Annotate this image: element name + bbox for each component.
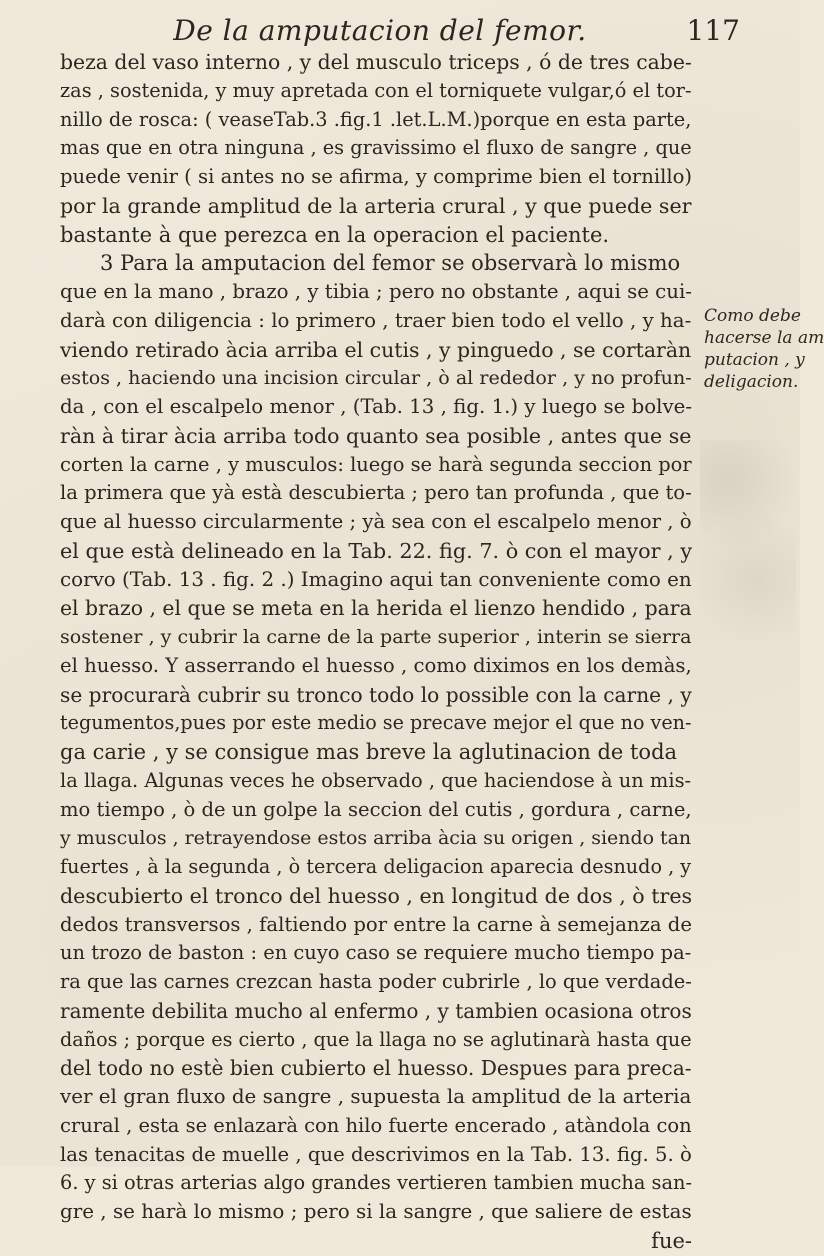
text-line: se procurarà cubrir su tronco todo lo possible con la carne , y [60, 682, 692, 707]
text-line: dedos transversos , faltiendo por entre la carne à semejanza de [60, 912, 692, 936]
text-line: y musculos , retrayendose estos arriba àcia su origen , siendo tan [60, 827, 692, 850]
margin-note-line: hacerse la am [704, 328, 824, 348]
text-line: puede venir ( si antes no se afirma, y comprime bien el tornillo) [60, 165, 693, 188]
text-line: tegumentos,pues por este medio se precave mejor el que no ven- [60, 711, 692, 735]
text-line: el que està delineado en la Tab. 22. fig. 7. ò con el mayor , y [60, 538, 693, 563]
text-line: que en la mano , brazo , y tibia ; pero no obstante , aqui se cui- [60, 280, 692, 303]
text-line: gre , se harà lo mismo ; pero si la sangre , que saliere de estas [60, 1200, 692, 1223]
text-line: sostener , y cubrir la carne de la parte superior , interin se sierra [60, 626, 692, 648]
text-line: las tenacitas de muelle , que descrivimos en la Tab. 13. fig. 5. ò [60, 1142, 692, 1166]
page-number: 117 [686, 14, 740, 47]
text-line: bastante à que perezca en la operacion el paciente. [60, 222, 610, 247]
text-line: ver el gran fluxo de sangre , supuesta la amplitud de la arteria [60, 1085, 692, 1108]
text-line: descubierto el tronco del huesso , en longitud de dos , ò tres [60, 883, 693, 908]
running-head: De la amputacion del femor. [173, 14, 587, 47]
margin-note-line: putacion , y [704, 350, 805, 370]
text-line: corten la carne , y musculos: luego se harà segunda seccion por [60, 452, 692, 476]
text-line: darà con diligencia : lo primero , traer bien todo el vello , y ha- [60, 308, 692, 332]
page-header [100, 12, 740, 52]
text-line: ràn à tirar àcia arriba todo quanto sea posible , antes que se [60, 423, 692, 448]
text-line: 3 Para la amputacion del femor se observarà lo mismo [100, 251, 681, 276]
text-line: ga carie , y se consigue mas breve la aglutinacion de toda [60, 740, 678, 764]
ink-bleed-through [700, 440, 796, 640]
text-line: zas , sostenida, y muy apretada con el torniquete vulgar,ó el tor- [60, 78, 692, 102]
text-line: da , con el escalpelo menor , (Tab. 13 , fig. 1.) y luego se bolve- [60, 395, 692, 418]
text-line: la llaga. Algunas veces he observado , que haciendose à un mis- [60, 768, 692, 792]
text-line: el brazo , el que se meta en la herida el lienzo hendido , para [60, 596, 692, 621]
margin-note-line: deligacion. [704, 372, 799, 392]
text-line: fuertes , à la segunda , ò tercera deligacion aparecia desnudo , y [60, 855, 692, 878]
text-line: que al huesso circularmente ; yà sea con el escalpelo menor , ò [60, 510, 692, 533]
text-line: daños ; porque es cierto , que la llaga no se aglutinarà hasta que [60, 1027, 692, 1051]
text-line: el huesso. Y asserrando el huesso , como diximos en los demàs, [60, 653, 692, 677]
text-line: la primera que yà està descubierta ; pero tan profunda , que to- [60, 481, 692, 505]
margin-note-line: Como debe [704, 306, 801, 326]
text-line: ra que las carnes crezcan hasta poder cubrirle , lo que verdade- [60, 970, 692, 993]
text-line: por la grande amplitud de la arteria crural , y que puede ser [60, 193, 692, 218]
text-line: crural , esta se enlazarà con hilo fuerte encerado , atàndola con [60, 1113, 692, 1137]
body-text [60, 48, 692, 1256]
text-line: viendo retirado àcia arriba el cutis , y pinguedo , se cortaràn [60, 337, 692, 362]
text-line: beza del vaso interno , y del musculo triceps , ó de tres cabe- [60, 50, 692, 74]
text-line: mo tiempo , ò de un golpe la seccion del cutis , gordura , carne, [60, 797, 692, 821]
text-line: un trozo de baston : en cuyo caso se requiere mucho tiempo pa- [60, 941, 692, 965]
catchword: fue- [651, 1228, 692, 1253]
text-line: nillo de rosca: ( veaseTab.3 .fig.1 .let.L.M.)porque en esta parte, [60, 107, 692, 131]
text-line: del todo no estè bien cubierto el huesso. Despues para preca- [60, 1056, 692, 1081]
text-line: corvo (Tab. 13 . fig. 2 .) Imagino aqui tan conveniente como en [60, 567, 692, 591]
text-line: estos , haciendo una incision circular , ò al rededor , y no profun- [60, 367, 692, 390]
text-line: ramente debilita mucho al enfermo , y tambien ocasiona otros [60, 998, 692, 1023]
margin-note [704, 305, 824, 393]
text-line: mas que en otra ninguna , es gravissimo el fluxo de sangre , que [60, 136, 692, 160]
text-line: 6. y si otras arterias algo grandes vertieren tambien mucha san- [60, 1171, 693, 1195]
